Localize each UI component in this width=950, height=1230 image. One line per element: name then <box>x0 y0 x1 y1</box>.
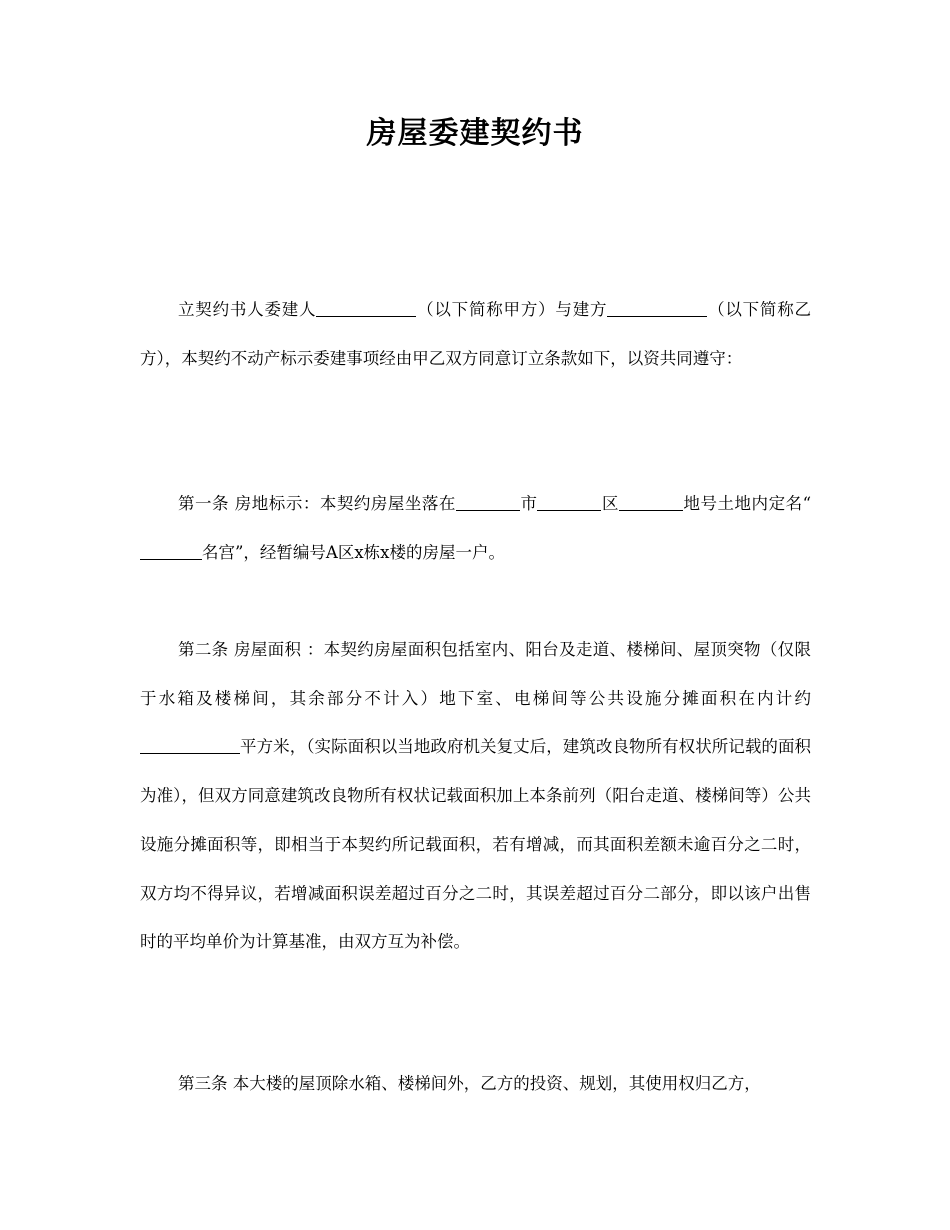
article-3-paragraph <box>140 1060 811 1109</box>
article-1-text-2: 市 <box>519 494 538 513</box>
client-name-blank <box>316 298 416 317</box>
article-2-paragraph <box>140 626 811 967</box>
article-1-text-1: 第一条 房地标示：本契约房屋坐落在 <box>178 494 456 513</box>
article-3-text-1: 第三条 本大楼的屋顶除水箱、楼梯间外，乙方的投资、规划，其使用权归乙方， <box>178 1074 761 1093</box>
preamble-text-2: （以下简称甲方）与建方 <box>416 300 608 319</box>
article-2-text-2: 平方米，（实际面积以当地政府机关复丈后，建筑改良物所有权状所记载的面积为准），但双方同意建筑改良物所有权状记载面积加上本条前列（阳台走道、楼梯间等）公共设施分摊面积等，即相当于本契约所记载面积，若有增减，而其面积差额未逾百分之二时，双方均不得异议，若增减面积误差超过百分之二时，其误差超过百分二部分，即以该户出售时的平均单价为计算基准，由双方互为补偿。 <box>140 737 811 952</box>
article-1-text-5: 名宫”，经暂编号A区x栋x楼的房屋一户。 <box>202 542 505 562</box>
document-title: 房屋委建契约书 <box>366 116 584 151</box>
building-name-blank <box>140 541 202 560</box>
district-blank <box>537 492 601 511</box>
article-2-text-1: 第二条 房屋面积 ：本契约房屋面积包括室内、阳台及走道、楼梯间、屋顶突物（仅限于水箱及楼梯间，其余部分不计入）地下室、电梯间等公共设施分摊面积在内计约 <box>140 640 811 708</box>
area-blank <box>140 735 240 754</box>
preamble-paragraph <box>140 286 811 383</box>
preamble-text-3: （以下简称乙方），本契约不动产标示委建事项经由甲乙双方同意订立条款如下，以资共同遵守： <box>140 300 812 368</box>
lot-number-blank <box>619 492 683 511</box>
builder-name-blank <box>607 298 707 317</box>
article-1-text-3: 区 <box>601 494 619 513</box>
article-1-paragraph <box>140 480 811 577</box>
city-blank <box>456 492 520 511</box>
article-1-text-4: 地号土地内定名“ <box>683 494 812 513</box>
preamble-text-1: 立契约书人委建人 <box>178 300 317 319</box>
